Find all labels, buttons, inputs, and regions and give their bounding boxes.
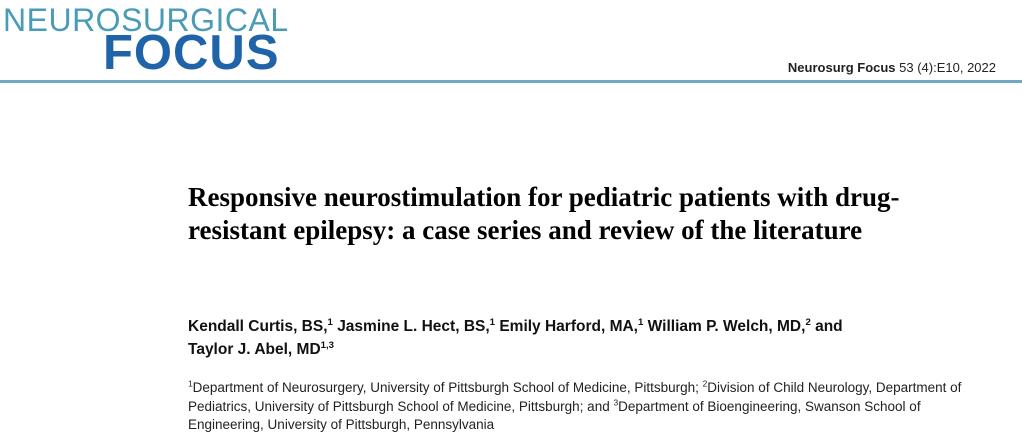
author-affiliation-marker: 1,3 xyxy=(320,339,334,351)
journal-logo-line1: NEUROSURGICAL xyxy=(3,2,289,38)
affiliation-text: Department of Neurosurgery, University of Pittsburgh School of Medicine, Pittsburgh; xyxy=(192,380,703,395)
author-affiliation-marker: 1 xyxy=(638,316,644,328)
affiliation-number: 2 xyxy=(702,378,708,389)
author-affiliation-marker: 2 xyxy=(805,316,811,328)
author-name: Taylor J. Abel, MD xyxy=(188,341,321,358)
article-title: Responsive neurostimulation for pediatric patients with drug-resistant epilepsy: a case series and review of the literature xyxy=(188,182,900,245)
author-separator: and xyxy=(810,318,843,335)
journal-masthead xyxy=(0,0,1022,82)
author-name: Emily Harford, MA, xyxy=(499,318,638,335)
journal-logo-line2: FOCUS xyxy=(103,26,280,80)
author-name: Jasmine L. Hect, BS, xyxy=(337,318,490,335)
author-name: William P. Welch, MD, xyxy=(647,318,806,335)
author-affiliation-marker: 1 xyxy=(489,316,496,328)
affiliation-number: 1 xyxy=(188,378,193,389)
affiliation-text: Department of Bioengineering, Swanson School of Engineering, University of Pittsburgh, Pennsylvania xyxy=(188,398,921,432)
masthead-divider xyxy=(0,80,1022,83)
affiliation-text: Division of Child Neurology, Department of Pediatrics, University of Pittsburgh School of Medicine, Pittsburgh; and xyxy=(188,380,962,414)
citation-details: 53 (4):E10, 2022 xyxy=(895,60,996,75)
author-affiliation-marker: 1 xyxy=(327,316,333,328)
affiliations xyxy=(188,379,998,435)
author-list xyxy=(188,315,968,361)
author-name: Kendall Curtis, BS, xyxy=(188,318,328,335)
citation-line xyxy=(788,60,996,75)
affiliation-number: 3 xyxy=(613,397,619,407)
citation-journal-abbrev: Neurosurg Focus xyxy=(787,60,896,75)
